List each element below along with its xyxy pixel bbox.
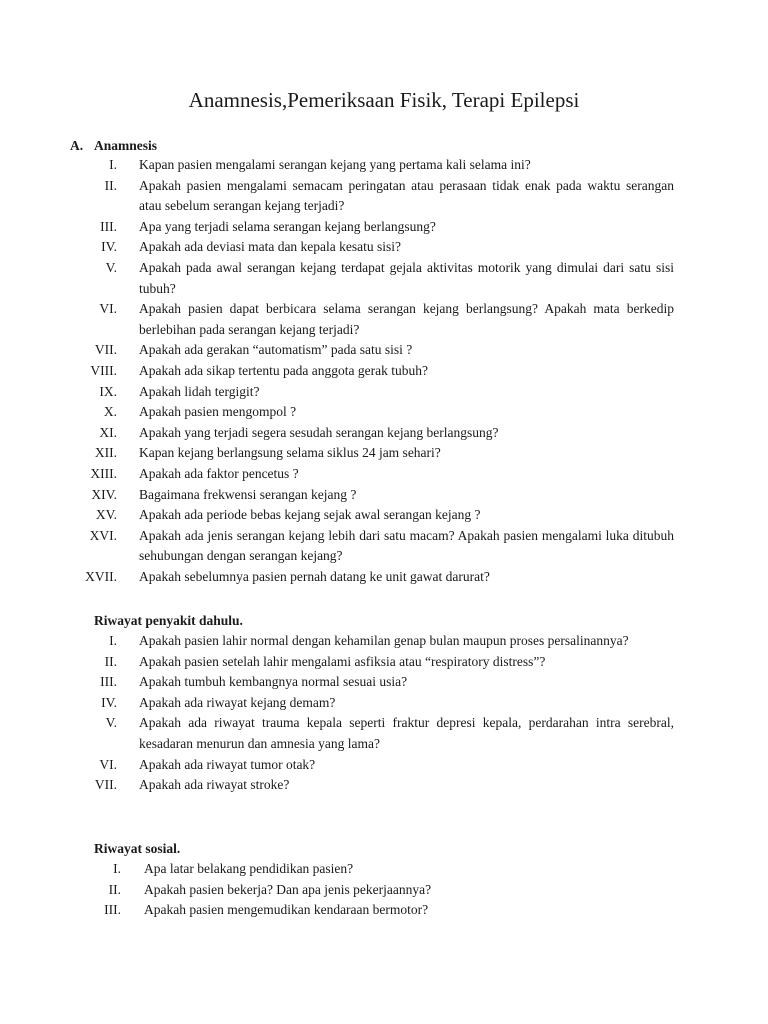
question-item xyxy=(0,402,768,423)
question-number: III. xyxy=(100,218,117,234)
question-item xyxy=(0,631,768,652)
anamnesis-question-list xyxy=(0,155,768,587)
question-number: I. xyxy=(109,633,117,648)
question-text: Apakah pasien mengemudikan kendaraan bermotor? xyxy=(144,902,429,918)
social-history-heading: Riwayat sosial. xyxy=(94,841,181,856)
question-number: XII. xyxy=(94,445,117,461)
question-text: Apakah ada riwayat stroke? xyxy=(139,777,290,793)
section-a-letter: A. xyxy=(70,138,84,153)
question-text: Apakah pasien bekerja? Dan apa jenis pekerjaannya? xyxy=(144,881,432,897)
question-item xyxy=(0,485,768,506)
question-item xyxy=(0,652,768,673)
question-number: X. xyxy=(103,404,117,420)
question-item xyxy=(0,155,768,176)
question-text: Apakah ada deviasi mata dan kepala kesatu sisi? xyxy=(139,239,402,255)
section-a-heading xyxy=(70,136,157,156)
question-text: Apakah ada gerakan “automatism” pada satu sisi ? xyxy=(139,342,413,358)
section-a-title: Anamnesis xyxy=(94,138,158,153)
question-text: Apakah pasien dapat berbicara selama serangan kejang berlangsung? Apakah mata berkedip berlebihan pada serangan kejang terjadi? xyxy=(139,301,674,337)
question-text: Kapan pasien mengalami serangan kejang yang pertama kali selama ini? xyxy=(139,157,531,172)
question-text: Apakah pada awal serangan kejang terdapat gejala aktivitas motorik yang dimulai dari satu sisi tubuh? xyxy=(139,259,674,296)
question-number: I. xyxy=(113,861,121,876)
question-item xyxy=(0,713,768,754)
social-history-question-list xyxy=(0,859,768,921)
question-number: IV. xyxy=(101,239,117,255)
question-number: XV. xyxy=(95,507,117,523)
past-history-heading: Riwayat penyakit dahulu. xyxy=(94,613,243,628)
question-text: Apakah pasien mengompol ? xyxy=(139,404,297,420)
question-item xyxy=(0,382,768,403)
question-number: V. xyxy=(105,715,117,731)
question-item xyxy=(0,217,768,238)
question-item xyxy=(0,693,768,714)
question-number: III. xyxy=(100,674,117,690)
question-number: XIV. xyxy=(91,486,117,502)
question-text: Apakah ada faktor pencetus ? xyxy=(139,465,299,481)
question-item xyxy=(0,443,768,464)
question-number: I. xyxy=(109,157,117,172)
question-text: Apa yang terjadi selama serangan kejang berlangsung? xyxy=(139,218,436,234)
past-history-question-list xyxy=(0,631,768,796)
question-text: Apakah sebelumnya pasien pernah datang ke unit gawat darurat? xyxy=(139,568,490,584)
question-text: Bagaimana frekwensi serangan kejang ? xyxy=(139,486,357,502)
question-number: VII. xyxy=(94,777,117,793)
question-number: XIII. xyxy=(90,465,117,481)
question-number: V. xyxy=(105,259,117,275)
question-item xyxy=(0,775,768,796)
question-text: Apa latar belakang pendidikan pasien? xyxy=(144,861,354,876)
document-title: Anamnesis,Pemeriksaan Fisik, Terapi Epilepsi xyxy=(188,88,580,112)
question-item xyxy=(0,299,768,340)
question-item xyxy=(0,900,768,921)
question-text: Apakah ada riwayat trauma kepala seperti fraktur depresi kepala, perdarahan intra serebral, kesadaran menurun dan amnesia yang lama? xyxy=(139,715,674,751)
question-number: II. xyxy=(104,653,117,669)
question-item xyxy=(0,258,768,299)
question-item xyxy=(0,859,768,880)
question-item xyxy=(0,340,768,361)
question-number: VIII. xyxy=(90,362,117,378)
question-text: Apakah ada sikap tertentu pada anggota gerak tubuh? xyxy=(139,362,429,378)
question-item xyxy=(0,880,768,901)
question-number: II. xyxy=(104,177,117,193)
question-text: Apakah yang terjadi segera sesudah serangan kejang berlangsung? xyxy=(139,424,499,440)
question-item xyxy=(0,672,768,693)
question-item xyxy=(0,505,768,526)
question-item xyxy=(0,567,768,588)
question-item xyxy=(0,755,768,776)
question-text: Apakah lidah tergigit? xyxy=(139,383,260,399)
question-number: IV. xyxy=(101,694,117,710)
question-item xyxy=(0,526,768,567)
question-text: Apakah ada jenis serangan kejang lebih dari satu macam? Apakah pasien mengalami luka ditubuh sehubungan dengan serangan kejang? xyxy=(139,527,674,564)
question-number: XVI. xyxy=(89,527,117,543)
question-text: Apakah pasien lahir normal dengan kehamilan genap bulan maupun proses persalinannya? xyxy=(139,633,629,648)
question-item xyxy=(0,176,768,217)
question-text: Apakah pasien setelah lahir mengalami asfiksia atau “respiratory distress”? xyxy=(139,653,546,669)
question-item xyxy=(0,361,768,382)
question-item xyxy=(0,423,768,444)
question-text: Apakah ada riwayat tumor otak? xyxy=(139,756,316,772)
question-number: VI. xyxy=(99,301,117,317)
question-number: XVII. xyxy=(85,568,117,584)
question-item xyxy=(0,237,768,258)
question-number: II. xyxy=(108,881,121,897)
question-number: III. xyxy=(104,902,121,918)
question-item xyxy=(0,464,768,485)
question-text: Kapan kejang berlangsung selama siklus 24 jam sehari? xyxy=(139,445,441,461)
question-text: Apakah pasien mengalami semacam peringatan atau perasaan tidak enak pada waktu serangan atau sebelum serangan kejang terjadi? xyxy=(139,177,674,214)
question-number: VI. xyxy=(99,756,117,772)
question-number: IX. xyxy=(99,383,117,399)
question-text: Apakah ada riwayat kejang demam? xyxy=(139,694,336,710)
question-number: VII. xyxy=(94,342,117,358)
question-text: Apakah tumbuh kembangnya normal sesuai usia? xyxy=(139,674,408,690)
question-text: Apakah ada periode bebas kejang sejak awal serangan kejang ? xyxy=(139,507,481,523)
question-number: XI. xyxy=(99,424,117,440)
